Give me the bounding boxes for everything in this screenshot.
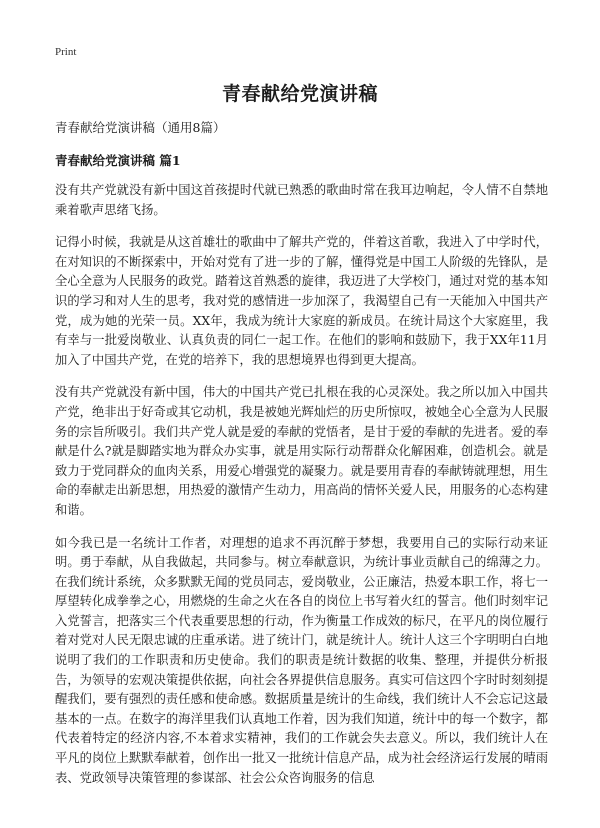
paragraph: 没有共产党就没有新中国，伟大的中国共产党已扎根在我的心灵深处。我之所以加入中国共产党，绝非出于好奇或其它动机，我是被她光辉灿烂的历史所惊叹，被她全心全意为人民服务的宗旨所吸引。我们共产党人就是爱的奉献的党悟者，是甘于爱的奉献的先进者。爱的奉献是什么?就是脚踏实地为群众办实事，就是用实际行动帮群众化解困难，创造机会。就是致力于党同群众的血肉关系，用爱心增强党的凝聚力。就是要用青春的奉献铸就理想，用生命的奉献走出新思想，用热爱的激情产生动力，用高尚的情怀关爱人民，用服务的心态构建和谐。 (55, 385, 548, 517)
paragraph: 没有共产党就没有新中国这首孩提时代就已熟悉的歌曲时常在我耳边响起，令人情不自禁地乘着歌声思绪飞扬。 (55, 183, 548, 217)
print-link[interactable]: Print (55, 46, 77, 58)
paragraph: 如今我已是一名统计工作者，对理想的追求不再沉醉于梦想，我要用自己的实际行动来证明。勇于奉献，从自我做起，共同参与。树立奉献意识，为统计事业贡献自己的绵薄之力。在我们统计系统，众多默默无闻的党员同志，爱岗敬业，公正廉洁，热爱本职工作，将七一厚望转化成拳拳之心，用燃烧的生命之火在各自的岗位上书写着火红的誓言。他们时刻牢记入党誓言，把落实三个代表重要思想的行动，作为衡量工作成效的标尺，在平凡的岗位履行着对党对人民无限忠诚的庄重承诺。进了统计门，就是统计人。统计人这三个字明明白白地说明了我们的工作职责和历史使命。我们的职责是统计数据的收集、整理，并提供分析报告，为领导的宏观决策提供依据，向社会各界提供信息服务。真实可信这四个字时时刻刻提醒我们，要有强烈的责任感和使命感。数据质量是统计的生命线，我们统计人不会忘记这最基本的一点。在数字的海洋里我们认真地工作着，因为我们知道，统计中的每一个数字，都代表着特定的经济内容,不本着求实精神，我们的工作就会失去意义。所以，我们统计人在平凡的岗位上默默奉献着，创作出一批又一批统计信息产品，成为社会经济运行发展的晴雨表、党政领导决策管理的参谋部、社会公众咨询服务的信息 (55, 535, 548, 785)
document-subtitle: 青春献给党演讲稿（通用8篇） (55, 120, 226, 135)
document-body (55, 181, 548, 801)
paragraph: 记得小时候，我就是从这首雄壮的歌曲中了解共产党的，伴着这首歌，我进入了中学时代，在对知识的不断探索中，开始对党有了进一步的了解，懂得党是中国工人阶级的先锋队，是全心全意为人民服务的政党。踏着这首熟悉的旋律，我迈进了大学校门，通过对党的基本知识的学习和对人生的思考，我对党的感情进一步加深了，我渴望自己有一天能加入中国共产党，成为她的光荣一员。XX年，我成为统计大家庭的新成员。在统计局这个大家庭里，我有幸与一批爱岗敬业、认真负责的同仁一起工作。在他们的影响和鼓励下，我于XX年11月加入了中国共产党，在党的培养下，我的思想境界也得到更大提高。 (55, 235, 548, 367)
document-title: 青春献给党演讲稿 (221, 83, 378, 105)
section-heading: 青春献给党演讲稿 篇1 (55, 153, 181, 168)
